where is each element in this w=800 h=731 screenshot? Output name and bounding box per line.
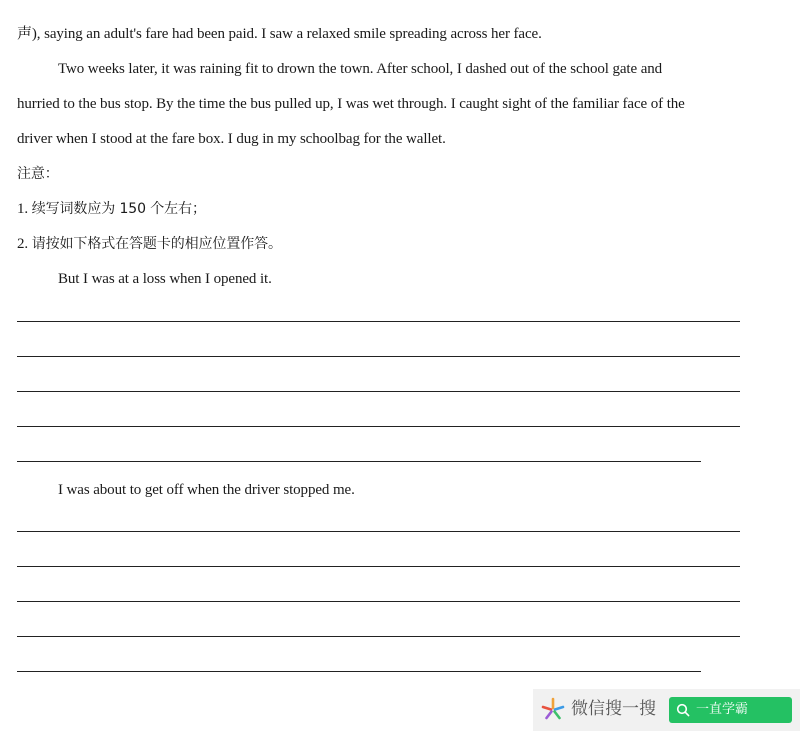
wechat-search-label: 微信搜一搜 (571, 699, 656, 719)
continuation-prompt-2: I was about to get off when the driver stopped me. (58, 482, 355, 498)
continuation-prompt-1: But I was at a loss when I opened it. (58, 271, 272, 287)
search-icon (676, 703, 690, 717)
paragraph-1-tail: 声), saying an adult's fare had been paid. I saw a relaxed smile spreading across her face. (17, 26, 542, 42)
answer-line (17, 391, 740, 392)
note-2-number: 2. (17, 236, 29, 252)
answer-line (17, 461, 701, 462)
paragraph-2-line-3: driver when I stood at the fare box. I dug in my schoolbag for the wallet. (17, 131, 446, 147)
answer-line (17, 356, 740, 357)
note-1-number: 1. (17, 201, 29, 217)
answer-line (17, 321, 740, 322)
search-button[interactable] (669, 697, 792, 723)
paragraph-2-line-1: Two weeks later, it was raining fit to drown the town. After school, I dashed out of the school gate and (58, 61, 663, 77)
answer-line (17, 636, 740, 637)
search-button-label: 一直学霸 (696, 702, 749, 717)
note-2-text: 请按如下格式在答题卡的相应位置作答。 (31, 236, 282, 252)
note-1-text: 续写词数应为 150 个左右； (31, 201, 206, 217)
notice-title: 注意： (17, 166, 59, 182)
paragraph-2-line-2: hurried to the bus stop. By the time the bus pulled up, I was wet through. I caught sight of the familiar face of the (17, 96, 685, 112)
answer-line (17, 566, 740, 567)
answer-line (17, 426, 740, 427)
answer-line (17, 671, 701, 672)
wechat-search-star-icon (540, 696, 566, 722)
answer-line (17, 601, 740, 602)
note-2 (17, 234, 282, 254)
note-1 (17, 199, 206, 219)
answer-line (17, 531, 740, 532)
